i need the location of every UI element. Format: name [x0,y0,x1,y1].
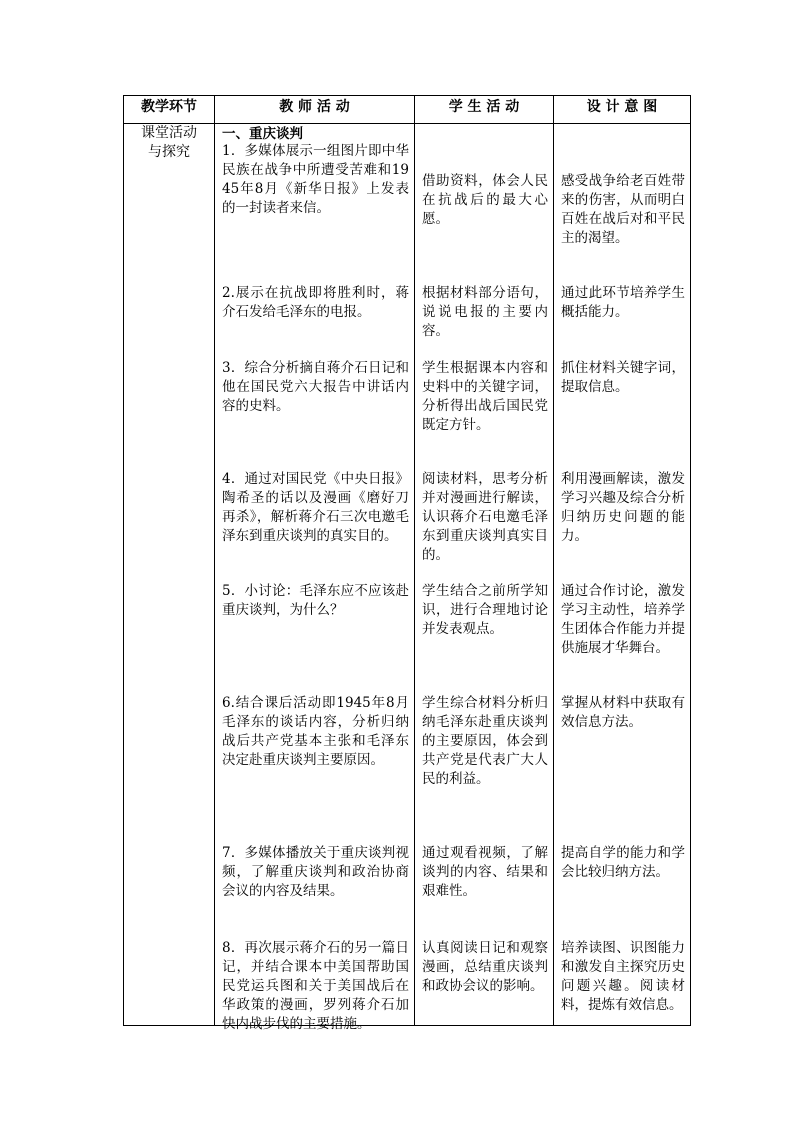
teacher-activity: 3．综合分析摘自蒋介石日记和他在国民党六大报告中讲话内容的史料。 [222,360,409,414]
content-row [124,124,691,1026]
student-activity: 学生综合材料分析归纳毛泽东赴重庆谈判的主要原因，体会到共产党是代表广大人民的利益。 [422,695,548,787]
design-intent: 通过合作讨论，激发学习主动性，培养学生团体合作能力并提供施展才华舞台。 [561,583,685,656]
teacher-activity: 6.结合课后活动即1945年8月毛泽东的谈话内容，分析归纳战后共产党基本主张和毛泽东决定赴重庆谈判主要原因。 [222,695,409,768]
student-activity: 通过观看视频，了解谈判的内容、结果和艰难性。 [422,845,548,899]
teacher-activity: 2.展示在抗战即将胜利时，蒋介石发给毛泽东的电报。 [222,285,409,320]
stage-cell [124,124,215,1026]
teacher-activity: 1．多媒体展示一组图片即中华民族在战争中所遭受苦难和1945年8月《新华日报》上发表的一封读者来信。 [222,143,409,216]
teacher-activity: 7．多媒体播放关于重庆谈判视频，了解重庆谈判和政治协商会议的内容及结果。 [222,845,409,899]
header-row [124,96,691,124]
header-stage: 教学环节 [124,96,215,124]
student-activity: 借助资料，体会人民在抗战后的最大心愿。 [422,173,548,227]
lesson-plan-sheet [123,95,691,1032]
teacher-activity: 4．通过对国民党《中央日报》陶希圣的话以及漫画《磨好刀再杀》，解析蒋介石三次电邀毛泽东到重庆谈判的真实目的。 [222,471,409,544]
design-intent: 通过此环节培养学生概括能力。 [561,285,685,320]
student-activity: 根据材料部分语句，说说电报的主要内容。 [422,285,548,339]
student-column [415,124,554,1026]
teacher-activity: 5．小讨论：毛泽东应不应该赴重庆谈判，为什么？ [222,583,409,618]
design-intent: 提高自学的能力和学会比较归纳方法。 [561,845,685,880]
student-activity: 阅读材料，思考分析并对漫画进行解读，认识蒋介石电邀毛泽东到重庆谈判真实目的。 [422,471,548,563]
design-intent: 感受战争给老百姓带来的伤害，从而明白百姓在战后对和平民主的渴望。 [561,173,685,246]
header-teacher: 教 师 活 动 [215,96,415,124]
header-intent: 设 计 意 图 [554,96,691,124]
teacher-column [215,124,415,1032]
student-activity: 认真阅读日记和观察漫画，总结重庆谈判和政协会议的影响。 [422,940,548,994]
student-activity: 学生根据课本内容和史料中的关键字词，分析得出战后国民党既定方针。 [422,360,548,433]
student-activity: 学生结合之前所学知识，进行合理地讨论并发表观点。 [422,583,548,637]
section-title: 一、重庆谈判 [222,126,303,142]
design-intent: 培养读图、识图能力和激发自主探究历史问题兴趣。阅读材料，提炼有效信息。 [561,940,685,1013]
header-student: 学 生 活 动 [415,96,554,124]
design-intent: 掌握从材料中获取有效信息方法。 [561,695,685,730]
design-intent: 利用漫画解读，激发学习兴趣及综合分析归纳历史问题的能力。 [561,471,685,544]
design-intent: 抓住材料关键字词，提取信息。 [561,360,685,395]
teacher-activity: 8．再次展示蒋介石的另一篇日记，并结合课本中美国帮助国民党运兵图和关于美国战后在华政策的漫画，罗列蒋介石加快内战步伐的主要措施。 [222,940,409,1032]
stage-label: 课堂活动与探究 [141,125,197,160]
intent-column [554,124,691,1026]
lesson-plan-table [123,95,691,1032]
